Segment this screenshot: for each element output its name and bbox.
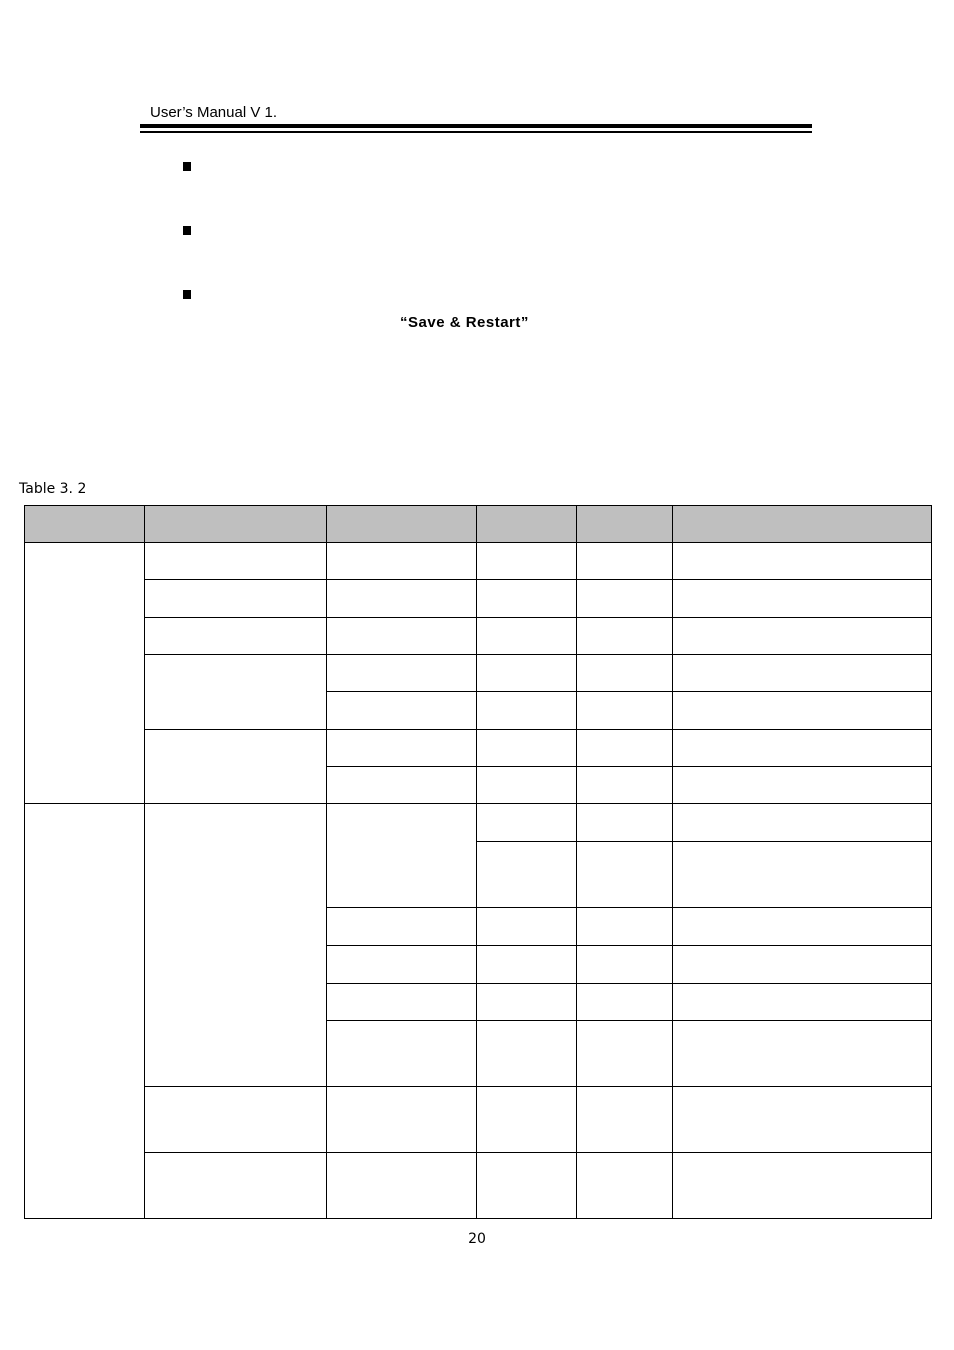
table-header-cell [577,506,673,543]
table-cell [673,908,932,945]
table-cell [577,655,673,692]
table-cell [327,908,477,945]
table-row [25,804,932,842]
table-cell [327,730,477,767]
table-cell [673,945,932,983]
table-header-cell [25,506,145,543]
table-cell [327,983,477,1020]
table-cell [25,543,145,804]
save-restart-label: “Save & Restart” [400,314,529,331]
table-cell [577,908,673,945]
table-cell [327,1152,477,1218]
table-cell [327,945,477,983]
table-cell [145,1086,327,1152]
table-cell [477,908,577,945]
table-cell [327,1086,477,1152]
table-cell [673,730,932,767]
table-cell [477,730,577,767]
table-row [25,618,932,655]
table-cell [673,983,932,1020]
table-cell [327,655,477,692]
table-cell [673,842,932,908]
table-cell [477,983,577,1020]
table-cell [477,618,577,655]
table-cell [673,618,932,655]
table-cell [577,692,673,730]
table-cell [577,842,673,908]
table-cell [577,618,673,655]
table-row [25,580,932,618]
table-row [25,730,932,767]
table-cell [673,804,932,842]
table-row [25,655,932,692]
table-cell [327,618,477,655]
table-cell [477,767,577,804]
table-cell [145,804,327,1086]
table-cell [577,1152,673,1218]
table-cell [477,543,577,580]
table-cell [673,655,932,692]
table-cell [145,655,327,730]
table-cell [673,580,932,618]
table-row [25,1086,932,1152]
table-cell [327,692,477,730]
table-cell [577,804,673,842]
table-cell [673,1152,932,1218]
table-caption: Table 3. 2 [19,481,87,497]
table-cell [477,1086,577,1152]
table-cell [673,543,932,580]
table-header-cell [673,506,932,543]
square-bullet-icon [183,290,191,299]
table-header-row [25,506,932,543]
table-cell [577,767,673,804]
table-cell [477,804,577,842]
table-cell [577,1020,673,1086]
header-rule-thick [140,124,812,128]
table-cell [327,767,477,804]
table-cell [145,580,327,618]
table-cell [577,945,673,983]
table-cell [327,1020,477,1086]
table-cell [477,655,577,692]
page-number: 20 [468,1231,486,1247]
table-cell [477,945,577,983]
table-cell [673,1086,932,1152]
table-cell [577,580,673,618]
table-header-cell [327,506,477,543]
table-cell [327,580,477,618]
table-cell [673,1020,932,1086]
table-cell [477,1020,577,1086]
table-cell [577,983,673,1020]
specification-table [24,505,932,1219]
manual-title: User’s Manual V 1. [150,104,278,121]
table-cell [673,692,932,730]
table-cell [477,1152,577,1218]
table-cell [145,1152,327,1218]
table-cell [327,543,477,580]
table-cell [477,692,577,730]
table-cell [477,842,577,908]
table-cell [577,543,673,580]
table-header-cell [145,506,327,543]
header-rule-thin [140,131,812,133]
table-row [25,1152,932,1218]
table-cell [673,767,932,804]
table-cell [145,730,327,804]
square-bullet-icon [183,226,191,235]
table-cell [577,730,673,767]
table-cell [145,618,327,655]
table-cell [145,543,327,580]
table-row [25,543,932,580]
table-cell [577,1086,673,1152]
table-cell [477,580,577,618]
table-cell [327,804,477,908]
table-header-cell [477,506,577,543]
table-cell [25,804,145,1219]
square-bullet-icon [183,162,191,171]
